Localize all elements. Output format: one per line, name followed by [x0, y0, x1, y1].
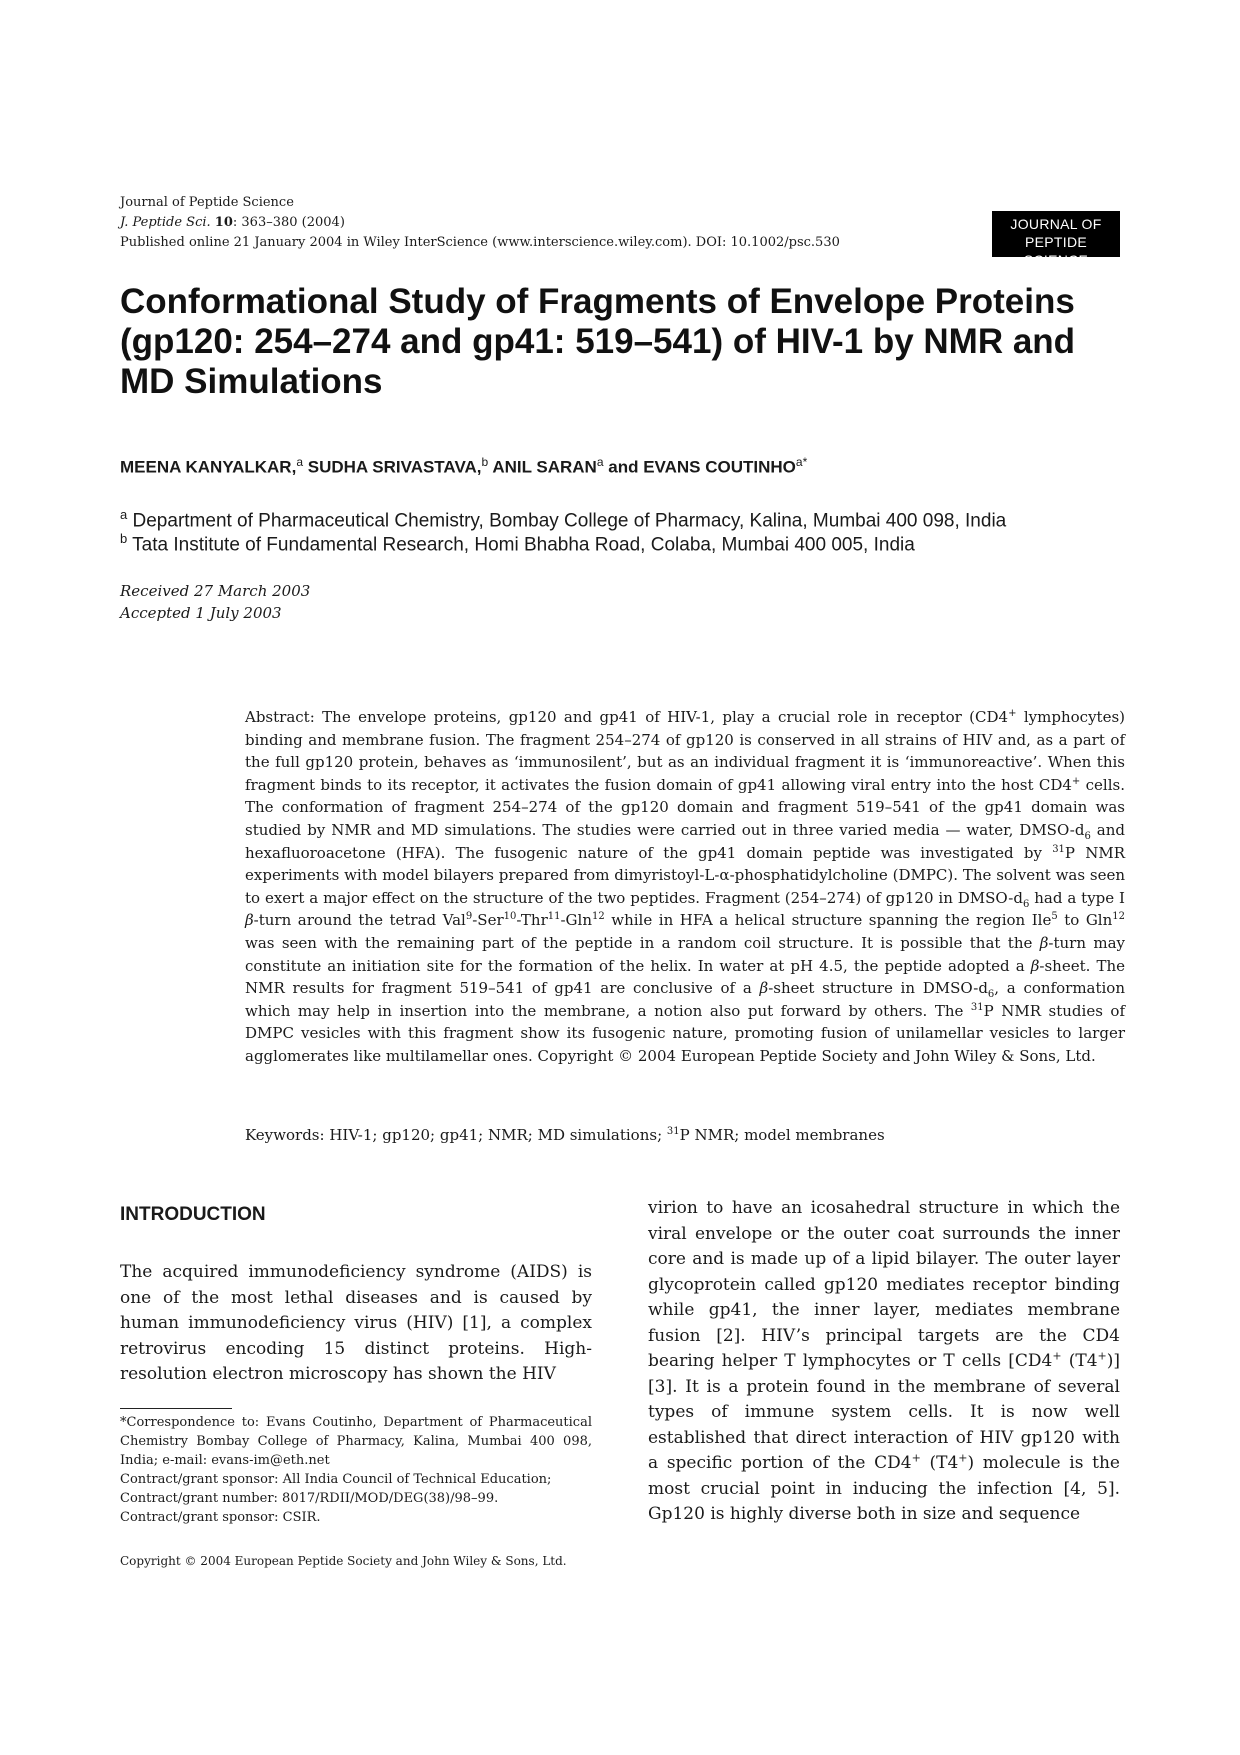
citation-journal: J. Peptide Sci. — [120, 215, 211, 230]
author-mark: b — [481, 455, 489, 469]
affiliation-mark: a — [120, 507, 128, 522]
intro-right-column: virion to have an icosahedral structure in which the viral envelope or the outer coat surrounds the inner core and is made up of a lipid bilayer. The outer layer glycoprotein called gp120 mediates receptor binding while gp41, the inner layer, mediates membrane fusion [2]. HIV’s principal targets are the CD4 bearing helper T lymphocytes or T cells [CD4+ (T4+)] [3]. It is a protein found in the membrane of several types of immune system cells. It is now well established that direct interaction of HIV gp120 with a specific portion of the CD4+ (T4+) molecule is the most crucial point in inducing the infection [4, 5]. Gp120 is highly diverse both in size and sequence — [648, 1198, 1120, 1524]
received-date: Received 27 March 2003 — [120, 582, 311, 600]
citation-volume: 10 — [214, 215, 233, 230]
footnotes — [120, 1413, 592, 1527]
copyright-line: Copyright © 2004 European Peptide Society and John Wiley & Sons, Ltd. — [120, 1554, 567, 1568]
journal-logo — [992, 211, 1120, 268]
affiliation-mark: b — [120, 531, 128, 546]
grant-note: Contract/grant sponsor: CSIR. — [120, 1510, 321, 1525]
logo-line-2: PEPTIDE SCIENCE — [1023, 234, 1089, 268]
author-name: MEENA KANYALKAR, — [120, 457, 297, 477]
section-heading: INTRODUCTION — [120, 1204, 266, 1225]
author-name: and EVANS COUTINHO — [608, 457, 796, 477]
author-mark: a* — [795, 455, 808, 469]
logo-line-1: JOURNAL OF — [1010, 216, 1102, 232]
author-mark: a — [596, 455, 604, 469]
journal-name: Journal of Peptide Science — [120, 195, 294, 210]
affiliation — [120, 527, 915, 557]
accepted-date: Accepted 1 July 2003 — [120, 604, 282, 622]
affiliation-text: Department of Pharmaceutical Chemistry, Bombay College of Pharmacy, Kalina, Mumbai 400 098, India — [132, 510, 1007, 532]
intro-left-column: The acquired immunodeficiency syndrome (AIDS) is one of the most lethal diseases and is caused by human immunodeficiency virus (HIV) [1], a complex retrovirus encoding 15 distinct proteins. High-resolution electron microscopy has shown the HIV — [120, 1262, 592, 1384]
footnote-rule — [120, 1408, 232, 1409]
abstract: Abstract: The envelope proteins, gp120 and gp41 of HIV-1, play a crucial role in receptor (CD4+ lymphocytes) binding and membrane fusion. The fragment 254–274 of gp120 is conserved in all strains of HIV and, as a part of the full gp120 protein, behaves as ‘immunosilent’, but as an individual fragment it is ‘immunoreactive’. When this fragment binds to its receptor, it activates the fusion domain of gp41 allowing viral entry into the host CD4+ cells. The conformation of fragment 254–274 of the gp120 domain and fragment 519–541 of the gp41 domain was studied by NMR and MD simulations. The studies were carried out in three varied media — water, DMSO-$d_6$ and hexafluoroacetone (HFA). The fusogenic nature of the gp41 domain peptide was investigated by $^{31}$P NMR experiments with model bilayers prepared from dimyristoyl-L-α-phosphatidylcholine (DMPC). The solvent was seen to exert a major effect on the structure of the two peptides. Fragment (254–274) of gp120 in DMSO-$d_6$ had a type I β-turn around the tetrad Val$^9$-Ser$^{10}$-Thr$^{11}$-Gln$^{12}$ while in HFA a helical structure spanning the region Ile$^5$ to Gln$^{12}$ was seen with the remaining part of the peptide in a random coil structure. It is possible that the β-turn may constitute an initiation site for the formation of the helix. In water at pH 4.5, the peptide adopted a β-sheet. The NMR results for fragment 519–541 of gp41 are conclusive of a β-sheet structure in DMSO-$d_6$, a conformation which may help in insertion into the membrane, a notion also put forward by others. The $^{31}$P NMR studies of DMPC vesicles with this fragment show its fusogenic nature, promoting fusion of unilamellar vesicles to larger agglomerates like multilamellar ones. Copyright © 2004 European Peptide Society and John Wiley & Sons, Ltd. — [245, 708, 1126, 1065]
citation-pages: : 363–380 (2004) — [232, 215, 345, 230]
published-line: Published online 21 January 2004 in Wiley InterScience (www.interscience.wiley.com). DOI: 10.1002/psc.530 — [120, 235, 840, 250]
article-dates — [120, 580, 310, 624]
article-title: Conformational Study of Fragments of Envelope Proteins (gp120: 254–274 and gp41: 519–541) of HIV-1 by NMR and MD Simulations — [120, 282, 1076, 401]
grant-note: Contract/grant sponsor: All India Council of Technical Education; — [120, 1472, 552, 1487]
author-mark: a — [296, 455, 303, 469]
author-name: ANIL SARAN — [492, 457, 597, 477]
grant-note: Contract/grant number: 8017/RDII/MOD/DEG(38)/98–99. — [120, 1491, 499, 1506]
affiliation-text: Tata Institute of Fundamental Research, Homi Bhabha Road, Colaba, Mumbai 400 005, India — [132, 534, 915, 556]
keywords: Keywords: HIV-1; gp120; gp41; NMR; MD simulations; $^{31}$P NMR; model membranes — [245, 1126, 885, 1144]
author-name: SUDHA SRIVASTAVA, — [307, 457, 482, 477]
citation-line — [120, 213, 345, 233]
author-list — [120, 455, 807, 478]
correspondence-note: *Correspondence to: Evans Coutinho, Department of Pharmaceutical Chemistry Bombay College of Pharmacy, Kalina, Mumbai 400 098, India; e-mail: evans-im@eth.net — [120, 1415, 592, 1468]
